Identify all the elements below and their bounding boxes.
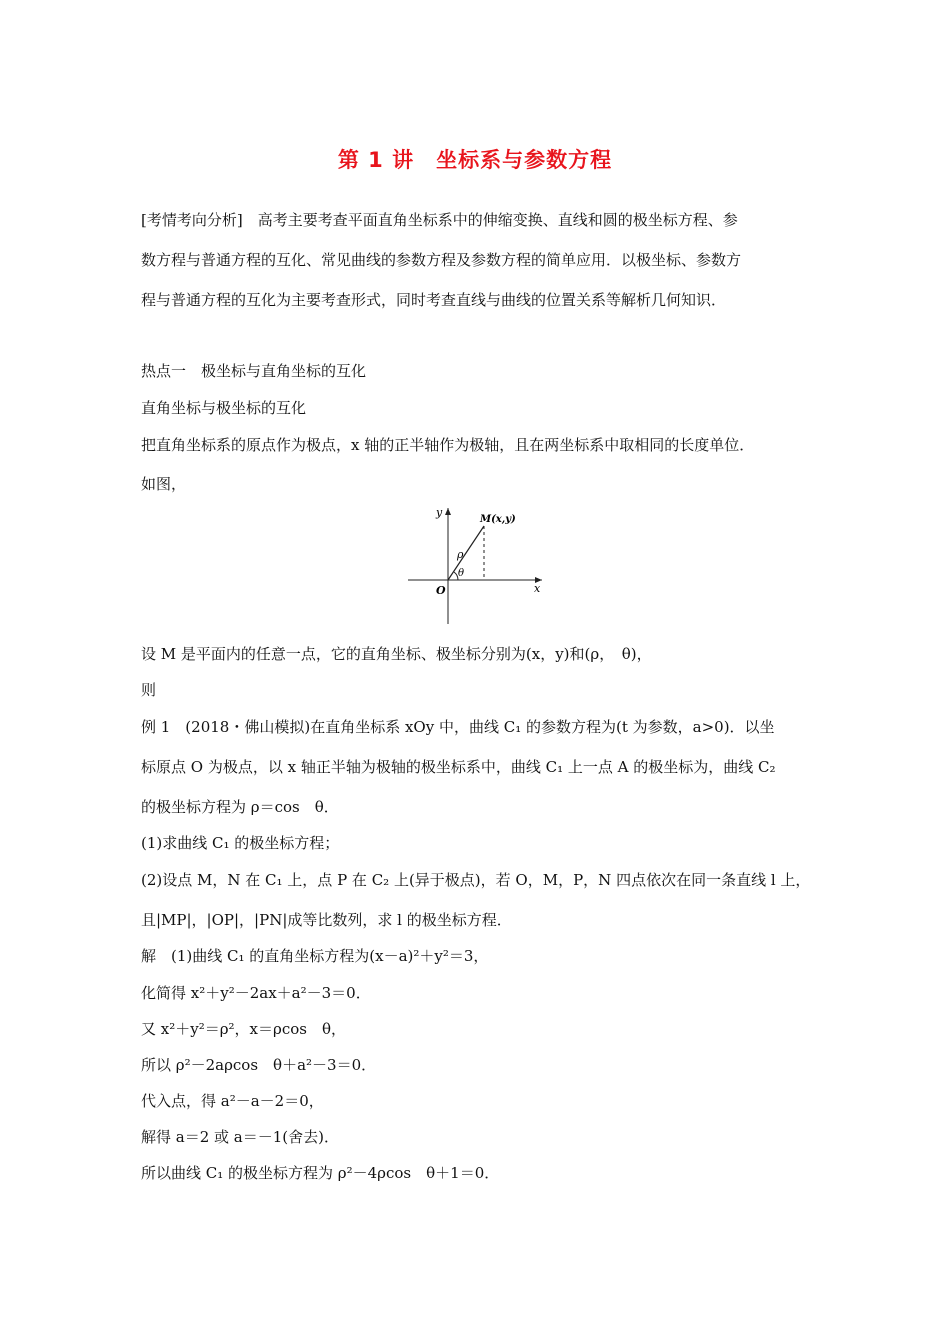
y-axis-label: y (436, 506, 443, 519)
intro-line-2: 数方程与普通方程的互化、常见曲线的参数方程及参数方程的简单应用．以极坐标、参数方 (141, 251, 742, 269)
text-line-1: 设 M 是平面内的任意一点，它的直角坐标、极坐标分别为(x，y)和(ρ， θ)， (141, 645, 652, 663)
example-line-1: 例 1 (2018・佛山模拟)在直角坐标系 xOy 中，曲线 C₁ 的参数方程为(t 为参数，a>0)．以坐 (141, 718, 775, 736)
solution-line-5: 代入点，得 a²－a－2＝0， (141, 1092, 324, 1110)
page-title: 第 1 讲 坐标系与参数方程 (337, 148, 613, 172)
theta-label: θ (458, 568, 465, 579)
intro-line-3: 程与普通方程的互化为主要考查形式，同时考查直线与曲线的位置关系等解析几何知识． (141, 291, 727, 309)
example-line-2: 标原点 O 为极点，以 x 轴正半轴为极轴的极坐标系中，曲线 C₁ 上一点 A 的极坐标为，曲线 C₂ (141, 758, 776, 776)
origin-label: O (436, 584, 446, 597)
solution-line-6: 解得 a＝2 或 a＝－1(舍去)． (141, 1128, 339, 1146)
solution-line-3: 又 x²＋y²＝ρ²，x＝ρcos θ， (141, 1020, 346, 1038)
text-line-2: 则 (141, 681, 157, 699)
solution-line-2: 化简得 x²＋y²－2ax＋a²－3＝0． (141, 984, 371, 1002)
intro-line-1: [考情考向分析] 高考主要考查平面直角坐标系中的伸缩变换、直线和圆的极坐标方程、参 (141, 211, 738, 229)
rho-label: ρ (457, 548, 464, 561)
example-line-3: 的极坐标方程为 ρ＝cos θ． (141, 798, 339, 816)
polar-coordinate-figure (400, 500, 560, 630)
solution-line-1: 解 (1)曲线 C₁ 的直角坐标方程为(x－a)²＋y²＝3， (141, 947, 489, 965)
question-2-line-2: 且|MP|，|OP|，|PN|成等比数列，求 l 的极坐标方程． (141, 911, 512, 929)
question-1: (1)求曲线 C₁ 的极坐标方程； (141, 834, 340, 852)
point-m-label: M(x,y) (480, 514, 516, 525)
sub-heading: 直角坐标与极坐标的互化 (141, 399, 307, 417)
x-axis-label: x (534, 582, 541, 595)
question-2-line-1: (2)设点 M，N 在 C₁ 上，点 P 在 C₂ 上(异于极点)，若 O，M，P，N 四点依次在同一条直线 l 上， (141, 871, 811, 889)
body-line-2: 如图， (141, 475, 187, 493)
solution-line-4: 所以 ρ²－2aρcos θ＋a²－3＝0． (141, 1056, 377, 1074)
radius-line (448, 526, 484, 580)
solution-line-7: 所以曲线 C₁ 的极坐标方程为 ρ²－4ρcos θ＋1＝0． (141, 1164, 500, 1182)
body-line-1: 把直角坐标系的原点作为极点，x 轴的正半轴作为极轴，且在两坐标系中取相同的长度单位． (141, 436, 755, 454)
hot-point-heading: 热点一 极坐标与直角坐标的互化 (141, 362, 367, 380)
